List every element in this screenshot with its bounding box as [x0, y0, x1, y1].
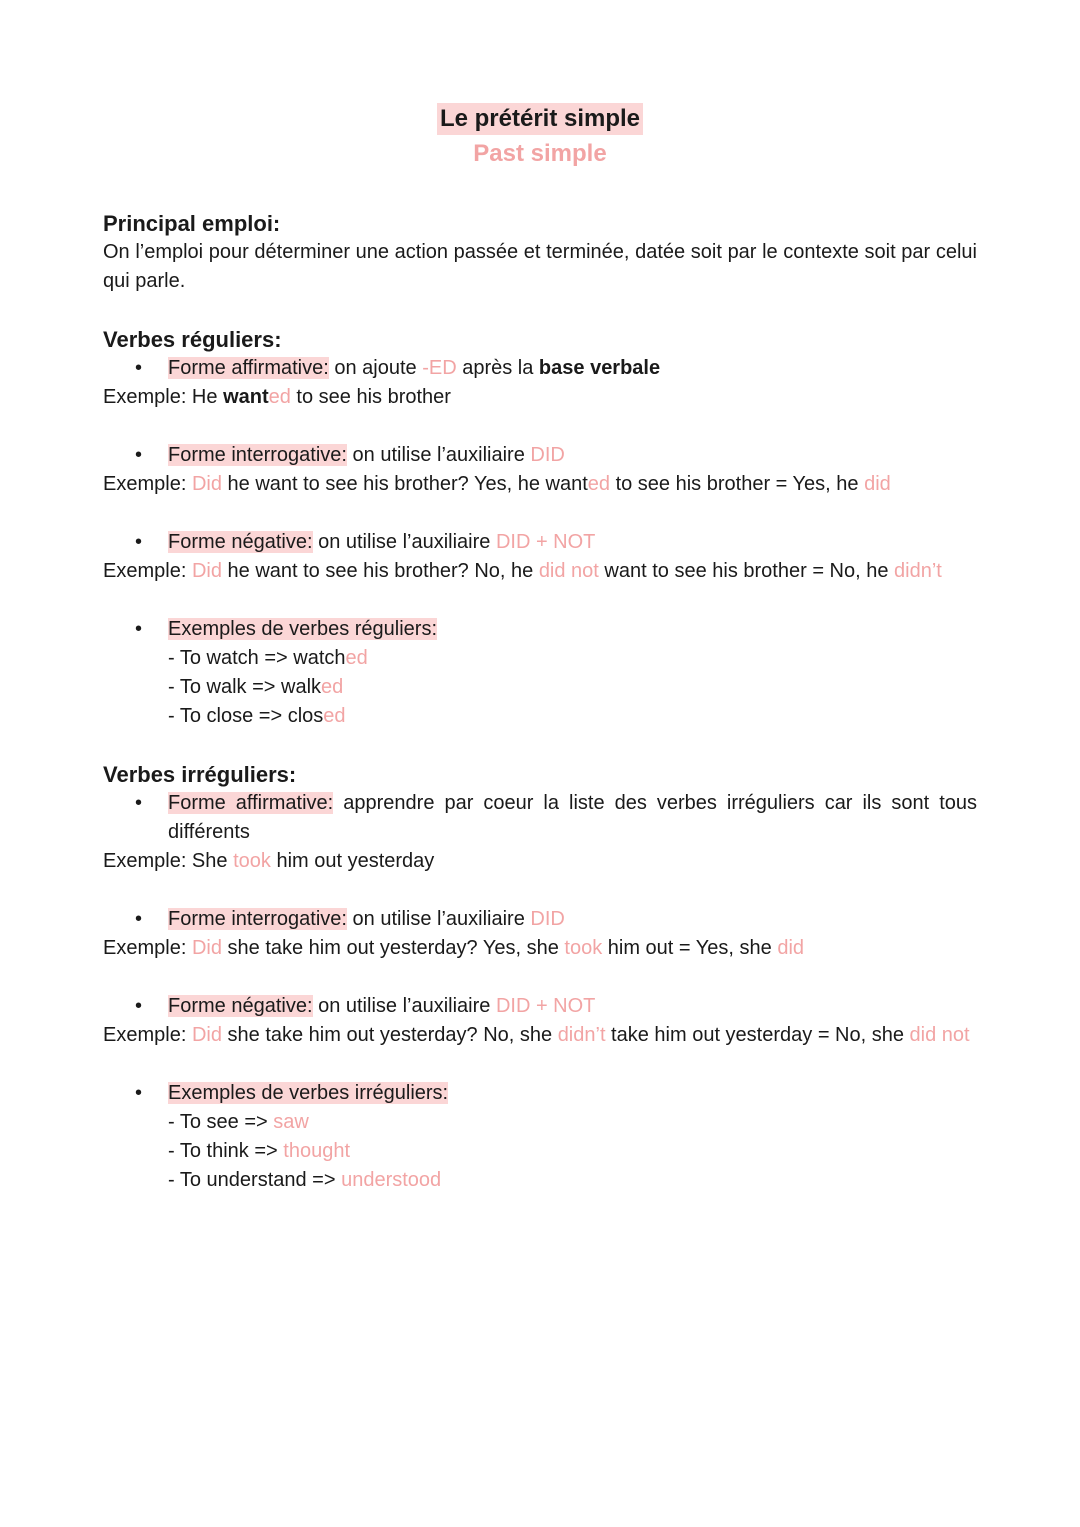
irr-interrog-bullet: • Forme interrogative: on utilise l’auxiliaire DID — [103, 905, 977, 934]
reg-examples-bullet — [103, 615, 977, 644]
principal-text: On l’emploi pour déterminer une action passée et terminée, datée soit par le contexte soit par celui qui parle. — [103, 241, 977, 292]
reg-interrog-bullet: • Forme interrogative: on utilise l’auxiliaire DID — [103, 441, 977, 470]
irr-affirm-bullet: • Forme affirmative: apprendre par coeur la liste des verbes irréguliers car ils sont tous différents — [103, 789, 977, 847]
irr-affirm-example: Exemple: She took him out yesterday — [103, 850, 435, 872]
title-block — [0, 103, 1080, 171]
list-item: - To close => closed — [168, 705, 346, 727]
irr-neg-bullet: • Forme négative: on utilise l’auxiliaire DID + NOT — [103, 992, 977, 1021]
reg-affirm-label: Forme affirmative: — [168, 357, 329, 379]
reg-neg-bullet: • Forme négative: on utilise l’auxiliaire DID + NOT — [103, 528, 977, 557]
list-item: - To watch => watched — [168, 647, 368, 669]
irr-interrog-example: Exemple: Did she take him out yesterday? Yes, she took him out = Yes, she did — [103, 937, 805, 959]
reg-neg-label: Forme négative: — [168, 531, 313, 553]
irr-examples-bullet — [103, 1079, 977, 1108]
page-subtitle: Past simple — [473, 140, 607, 167]
base-verbale: base verbale — [538, 357, 661, 379]
list-item: - To understand => understood — [168, 1169, 442, 1191]
irr-interrog-label: Forme interrogative: — [168, 908, 347, 930]
irr-neg-label: Forme négative: — [168, 995, 313, 1017]
section-heading-principal: Principal emploi: — [103, 211, 281, 236]
list-item: - To think => thought — [168, 1140, 350, 1162]
reg-affirm-example: Exemple: He wanted to see his brother — [103, 386, 451, 408]
section-heading-reguliers: Verbes réguliers: — [103, 327, 282, 352]
reg-interrog-example: Exemple: Did he want to see his brother? Yes, he wanted to see his brother = Yes, he did — [103, 473, 891, 495]
irr-neg-example: Exemple: Did she take him out yesterday? No, she didn’t take him out yesterday = No, she did not — [103, 1024, 970, 1046]
content — [103, 209, 977, 1195]
list-item: - To walk => walked — [168, 676, 344, 698]
section-heading-irreguliers: Verbes irréguliers: — [103, 762, 297, 787]
ed-suffix: -ED — [422, 357, 457, 379]
reg-neg-example: Exemple: Did he want to see his brother? No, he did not want to see his brother = No, he didn’t — [103, 560, 942, 582]
list-item: - To see => saw — [168, 1111, 309, 1133]
page-title: Le prétérit simple — [437, 103, 643, 135]
reg-interrog-label: Forme interrogative: — [168, 444, 347, 466]
irr-affirm-label: Forme affirmative: — [168, 792, 334, 814]
reg-examples-label: Exemples de verbes réguliers: — [168, 618, 438, 640]
irr-examples-label: Exemples de verbes irréguliers: — [168, 1082, 449, 1104]
reg-affirm-bullet: • Forme affirmative: on ajoute -ED après la base verbale — [103, 354, 977, 383]
